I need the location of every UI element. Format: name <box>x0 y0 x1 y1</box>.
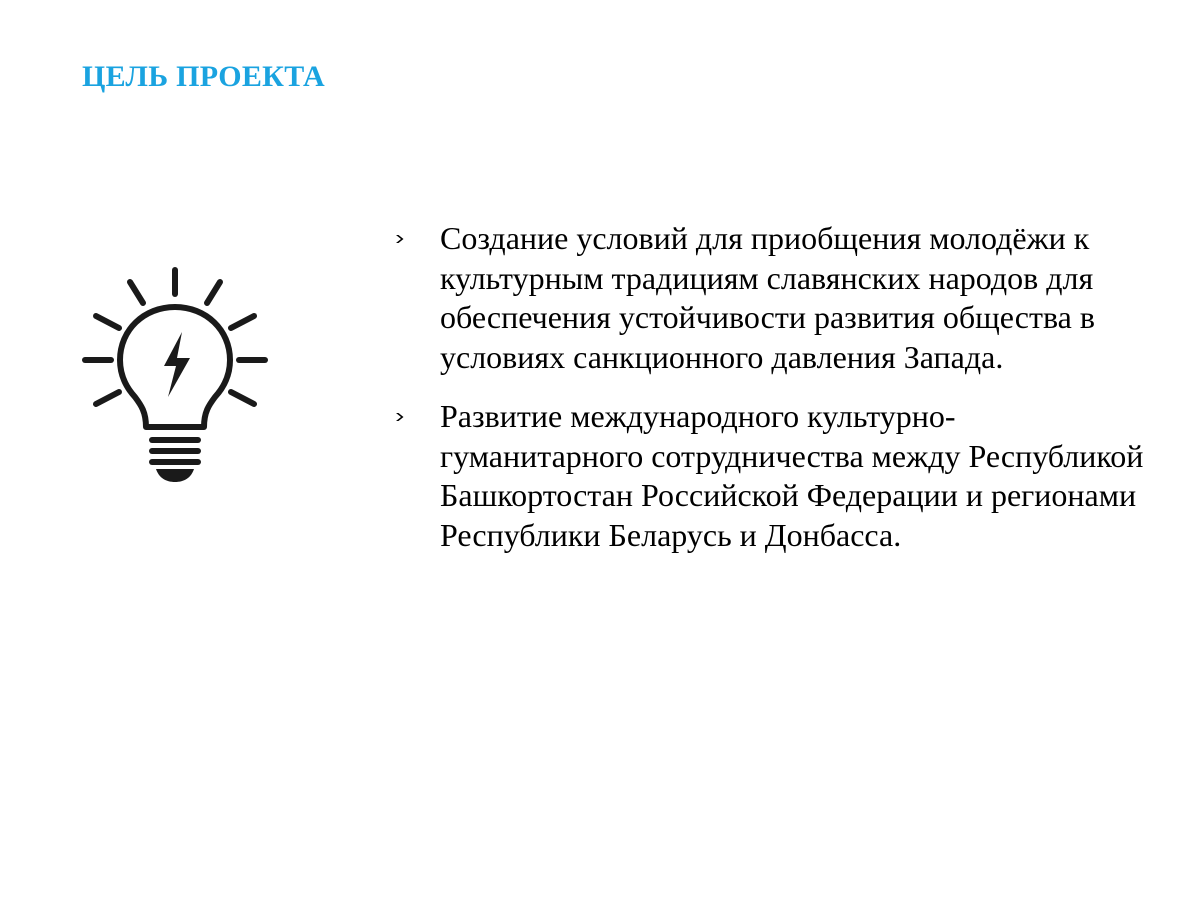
slide-title: ЦЕЛЬ ПРОЕКТА <box>82 60 325 93</box>
goal-item <box>394 219 1154 377</box>
goal-text: Развитие международного культурно-гуманитарного сотрудничества между Республикой Башкортостан Российской Федерации и регионами Республики Беларусь и Донбасса. <box>440 398 1144 553</box>
goal-item <box>394 397 1154 555</box>
lightbulb-lightning-icon <box>80 262 270 487</box>
chevron-right-bullet-icon <box>394 233 406 245</box>
chevron-right-bullet-icon <box>394 411 406 423</box>
goals-list <box>394 219 1154 575</box>
goal-text: Создание условий для приобщения молодёжи к культурным традициям славянских народов для обеспечения устойчивости развития общества в условиях санкционного давления Запада. <box>440 220 1095 375</box>
